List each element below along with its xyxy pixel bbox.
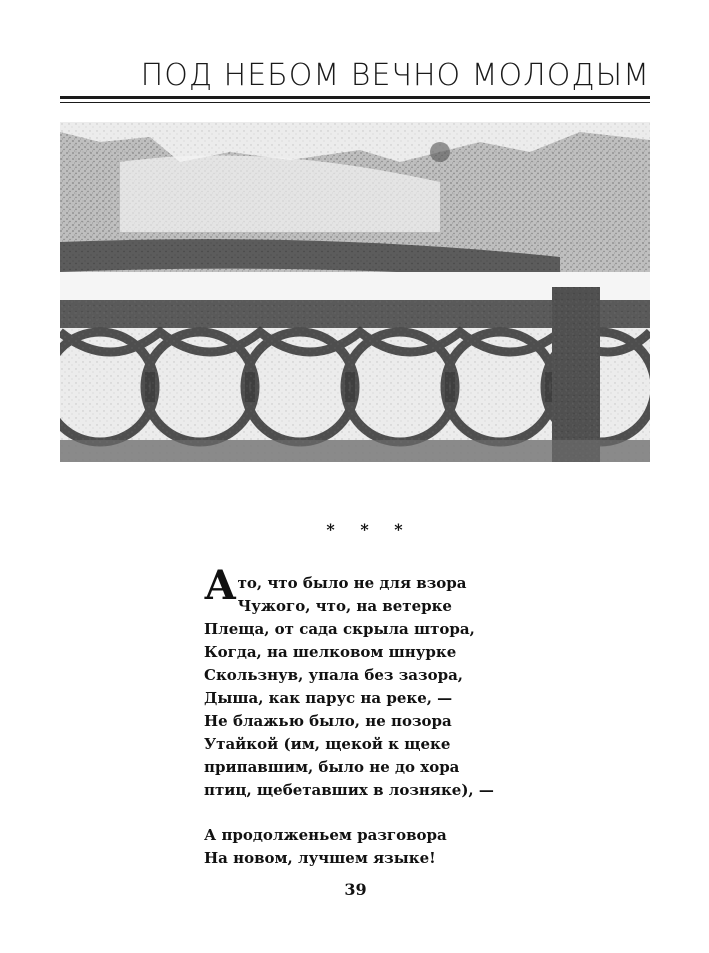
bridge-railing-photo [60, 122, 650, 462]
poem-line: Скользнув, упала без зазора, [204, 666, 464, 684]
poem-line: Утайкой (им, щекой к щеке [204, 735, 451, 753]
poem-line: припавшим, было не до хора [204, 758, 460, 776]
poem-line: птиц, щебетавших в лозняке), — [204, 781, 494, 799]
header-rule-thick [60, 96, 650, 99]
poem-line: Не блажью было, не позора [204, 712, 452, 730]
running-title: ПОД НЕБОМ ВЕЧНО МОЛОДЫМ [140, 58, 650, 93]
poem-line: Когда, на шелковом шнурке [204, 643, 457, 661]
poem-text [204, 560, 524, 870]
stanza-gap [204, 802, 524, 824]
poem-line: Чужого, что, на ветерке [237, 597, 452, 615]
poem-line: А продолженьем разговора [204, 826, 447, 844]
poem-separator: * * * [326, 520, 413, 539]
poem-line: На новом, лучшем языке! [204, 849, 436, 867]
page-number: 39 [344, 880, 367, 899]
poem-line: Дыша, как парус на реке, — [204, 689, 453, 707]
header-rule-thin [60, 102, 650, 103]
poem-line: то, что было не для взора [237, 574, 467, 592]
dropcap-letter: А [204, 562, 237, 609]
poem-line: Плеща, от сада скрыла штора, [204, 620, 475, 638]
